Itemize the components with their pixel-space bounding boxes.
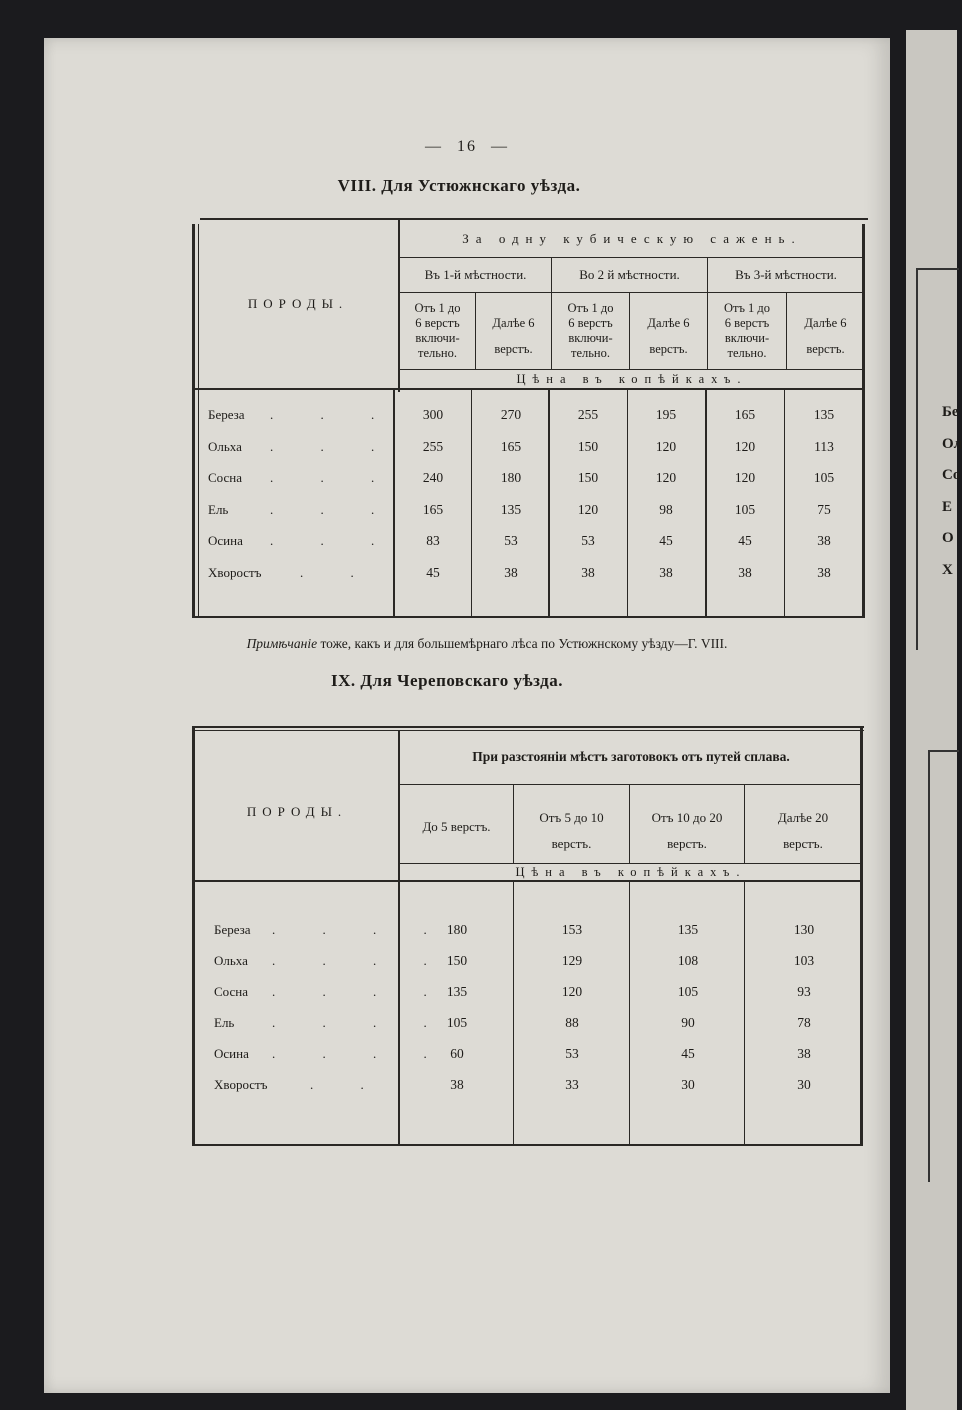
- price-cell: 53: [504, 533, 518, 548]
- species-name: Сосна: [208, 470, 242, 485]
- next-page-fragment: Бе: [942, 404, 959, 420]
- sub-header-beyond-6: Далѣе 6 верстъ.: [647, 316, 690, 356]
- leader-dots: . . .: [270, 501, 397, 517]
- distance-col-header: Отъ 10 до 20 верстъ.: [651, 810, 723, 851]
- price-cell: 120: [577, 501, 599, 517]
- leader-dots: . . . .: [272, 1046, 449, 1061]
- price-cell: 105: [446, 1015, 468, 1030]
- price-cell: 108: [677, 953, 699, 968]
- species-name: Осина: [208, 533, 243, 548]
- next-page-fragment: О: [942, 530, 954, 546]
- price-cell: 150: [577, 470, 599, 485]
- price-cell: 45: [659, 533, 673, 548]
- section-viii-title: VIII. Для Устюжнскаго уѣзда.: [337, 176, 581, 195]
- price-cell: 105: [677, 984, 699, 999]
- price-cell: 165: [422, 501, 444, 517]
- leader-dots: . . . .: [272, 984, 449, 999]
- next-page-fragment: Со: [942, 467, 961, 483]
- leader-dots: . .: [310, 1077, 386, 1092]
- price-cell: 38: [450, 1077, 464, 1092]
- price-cell: 120: [655, 470, 677, 485]
- sub-header-within-6: Отъ 1 до 6 верстъ включи- тельно.: [723, 301, 771, 360]
- price-cell: 38: [817, 564, 831, 580]
- species-name: Хворостъ: [208, 564, 262, 580]
- next-page-fragment: Е: [942, 499, 953, 515]
- price-cell: 45: [426, 564, 440, 580]
- price-header: Цѣна въ копѣйкахъ.: [516, 372, 748, 386]
- price-cell: 300: [422, 407, 444, 422]
- leader-dots: . . .: [270, 407, 397, 422]
- page-number: — 16 —: [425, 138, 509, 155]
- species-name: Ель: [214, 1015, 235, 1030]
- price-cell: 135: [813, 407, 835, 422]
- price-cell: 240: [422, 470, 444, 485]
- document-page: [44, 38, 890, 1393]
- price-cell: 165: [734, 407, 756, 422]
- species-header: ПОРОДЫ.: [246, 804, 348, 819]
- price-cell: 103: [793, 953, 815, 968]
- price-cell: 113: [814, 438, 834, 454]
- price-cell: 105: [813, 470, 835, 485]
- leader-dots: . . .: [270, 533, 397, 548]
- price-cell: 255: [577, 407, 599, 422]
- locality-2-header: Во 2 й мѣстности.: [579, 267, 680, 282]
- locality-3-header: Въ 3-й мѣстности.: [735, 267, 837, 282]
- price-cell: 135: [677, 922, 699, 937]
- price-cell: 105: [734, 501, 756, 517]
- price-cell: 33: [565, 1077, 579, 1092]
- price-cell: 150: [446, 953, 468, 968]
- species-name: Хворостъ: [214, 1077, 268, 1092]
- next-page-fragment: Ол: [942, 436, 962, 452]
- leader-dots: . . . .: [272, 1015, 449, 1030]
- species-name: Сосна: [214, 984, 248, 999]
- price-cell: 90: [681, 1015, 695, 1030]
- price-cell: 153: [561, 922, 583, 937]
- price-cell: 195: [655, 407, 677, 422]
- price-cell: 60: [450, 1046, 464, 1061]
- price-cell: 88: [565, 1015, 579, 1030]
- distance-col-header: Отъ 5 до 10 верстъ.: [539, 810, 604, 851]
- next-page-fragment: Х: [942, 562, 953, 578]
- leader-dots: . . .: [270, 470, 397, 485]
- price-header: Цѣна въ копѣйкахъ.: [515, 865, 747, 879]
- price-cell: 38: [797, 1046, 811, 1061]
- leader-dots: . . .: [270, 438, 397, 454]
- price-cell: 180: [446, 922, 468, 937]
- sub-header-within-6: Отъ 1 до 6 верстъ включи- тельно.: [567, 301, 614, 360]
- price-cell: 129: [561, 953, 583, 968]
- note-label: Примѣчаніе: [246, 636, 318, 651]
- sub-header-within-6: Отъ 1 до 6 верстъ включи- тельно.: [414, 301, 461, 360]
- price-cell: 98: [659, 501, 673, 517]
- sub-header-beyond-6: Далѣе 6 верстъ.: [804, 316, 847, 356]
- species-name: Осина: [214, 1046, 249, 1061]
- price-cell: 45: [681, 1046, 695, 1061]
- species-name: Береза: [208, 407, 245, 422]
- price-cell: 53: [581, 533, 595, 548]
- species-header: ПОРОДЫ.: [247, 296, 349, 311]
- price-cell: 150: [577, 438, 599, 454]
- price-cell: 30: [681, 1077, 695, 1092]
- price-cell: 38: [504, 564, 518, 580]
- sub-header-beyond-6: Далѣе 6 верстъ.: [492, 316, 535, 356]
- price-cell: 78: [797, 1015, 811, 1030]
- next-page-table-fragment: [916, 268, 959, 650]
- section-ix-title: IX. Для Череповскаго уѣзда.: [330, 671, 564, 690]
- leader-dots: . . . .: [272, 922, 449, 937]
- price-cell: 135: [500, 501, 522, 517]
- price-cell: 165: [500, 438, 522, 454]
- species-name: Береза: [214, 922, 251, 937]
- species-name: Ель: [208, 501, 229, 517]
- price-cell: 75: [817, 501, 831, 517]
- distance-col-header: До 5 верстъ.: [422, 819, 491, 834]
- price-cell: 120: [734, 438, 756, 454]
- price-cell: 53: [565, 1046, 579, 1061]
- price-cell: 45: [738, 533, 752, 548]
- note-text: тоже, какъ и для большемѣрнаго лѣса по Устюжнскому уѣзду—Г. VIII.: [320, 636, 728, 651]
- price-cell: 120: [561, 984, 583, 999]
- next-page-table-fragment: [928, 750, 959, 1182]
- price-cell: 120: [734, 470, 756, 485]
- note: [44, 636, 890, 652]
- price-cell: 38: [738, 564, 752, 580]
- species-name: Ольха: [214, 953, 248, 968]
- price-cell: 83: [426, 533, 440, 548]
- price-cell: 130: [793, 922, 815, 937]
- price-cell: 38: [581, 564, 595, 580]
- price-cell: 255: [422, 438, 444, 454]
- price-cell: 270: [500, 407, 522, 422]
- per-cubic-sazhen-header: За одну кубическую сажень.: [462, 231, 802, 246]
- price-cell: 30: [797, 1077, 811, 1092]
- distance-header: При разстояніи мѣстъ заготовокъ отъ путей сплава.: [472, 749, 790, 764]
- price-cell: 38: [659, 564, 673, 580]
- price-cell: 180: [500, 470, 522, 485]
- species-name: Ольха: [208, 438, 242, 454]
- price-cell: 38: [817, 533, 831, 548]
- leader-dots: . .: [300, 564, 376, 580]
- price-cell: 120: [655, 438, 677, 454]
- price-cell: 93: [797, 984, 811, 999]
- price-cell: 135: [446, 984, 468, 999]
- locality-1-header: Въ 1-й мѣстности.: [424, 267, 527, 282]
- distance-col-header: Далѣе 20 верстъ.: [777, 810, 829, 851]
- next-page-edge: [906, 30, 962, 1410]
- leader-dots: . . . .: [272, 953, 449, 968]
